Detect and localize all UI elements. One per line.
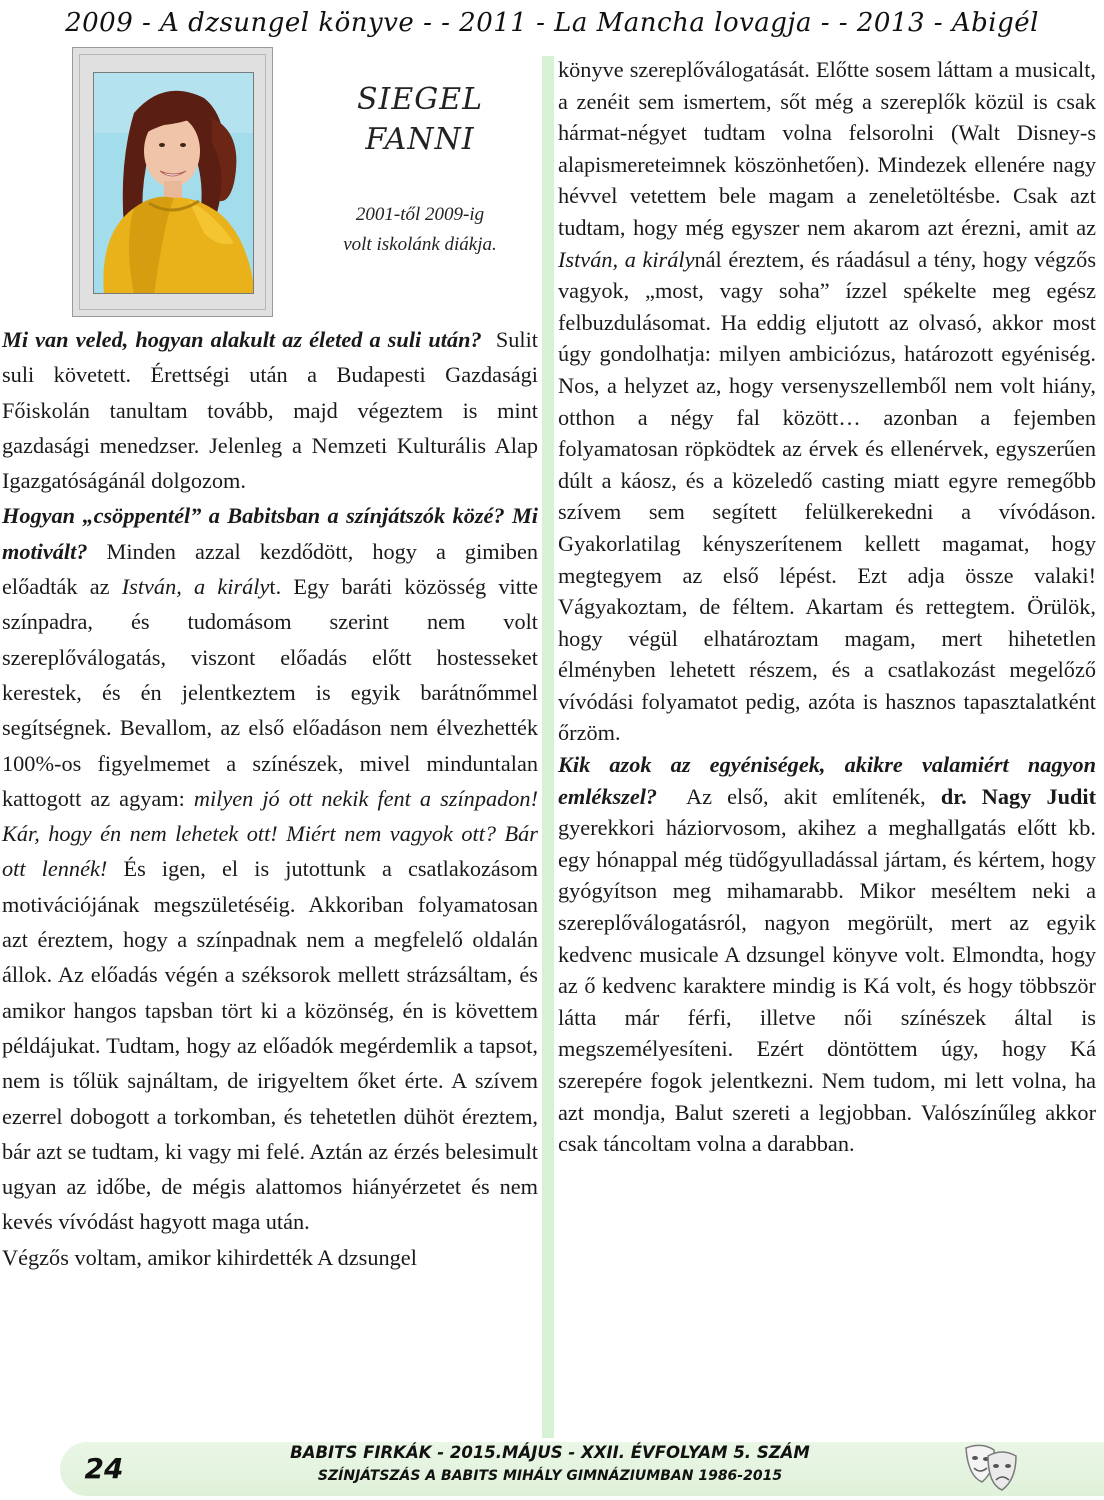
person-name (300, 80, 540, 160)
answer-2-part-1: Minden azzal kezdődött, hogy a gimiben előadták az (2, 538, 539, 600)
right-p1-title: István, a király (558, 246, 695, 272)
caption-line-1: 2001-től 2009-ig (355, 204, 485, 225)
right-paragraph-2 (558, 749, 1096, 1160)
name-line-1: SIEGEL (356, 82, 484, 117)
name-line-2: FANNI (365, 122, 475, 157)
left-column-text (2, 322, 538, 1275)
answer-paragraph-1 (2, 322, 538, 498)
answer-2-part-2: t. Egy baráti közösség vitte színpadra, és tudomásom szerint nem volt szereplőválogatás, viszont előadás előtt hostesseket kerestek, és én jelentkeztem is egyik barátnőmmel segítségnek. Bevallom, az első előadáson nem élvezhették 100%-os figyelmemet a színészek, mivel minduntalan kattogott az agyam: (2, 574, 538, 811)
answer-2-title: István, a király (121, 574, 270, 600)
right-p1-part-1: könyve szereplőválogatását. Előtte sosem láttam a musicalt, a zenéit sem ismertem, sőt még a szereplők közül is csak hármat-négyet tudtam volna felsorolni (Walt Disney-s alapismereteimnek köszönhetően). Mindezek ellenére nagy hévvel vetettem bele magam a zeneletöltésbe. Csak azt tudtam, hogy még egyszer nem akarom azt érezni, amit az (558, 57, 1096, 240)
portrait-illustration (94, 73, 254, 294)
question-3: Kik azok az egyéniségek, akikre valamiért nagyon emlékszel? (558, 752, 1096, 809)
right-paragraph-1 (558, 54, 1096, 749)
question-1: Mi van veled, hogyan alakult az életed a suli után? (2, 327, 482, 352)
answer-2-part-3: És igen, el is jutottunk a csatlakozásom motivációjának megszületéséig. Akkoriban folyamatosan azt éreztem, hogy a színpadnak nem a megfelelő oldalán állok. Az előadás végén a széksorok mellett strázsáltam, és amikor hangos tapsban tört ki a közönség, én is követtem példájukat. Tudtam, hogy az előadók megérdemlik a tapsot, nem is tőlük sajnáltam, de irigyeltem őket érte. A szívem ezerrel dobogott a torkomban, és tehetetlen dühöt éreztem, bár azt se tudtam, ki vagy mi felé. Aztán az érzés belesimult ugyan az időbe, de mégis alattomos hiányérzetet és nem kevés vívódást hagyott maga után. (2, 856, 538, 1235)
right-column-text (558, 54, 1096, 1160)
answer-3-part-2: gyerekkori háziorvosom, akihez a meghallgatás előtt kb. egy hónappal még tüdőgyulladással jártam, és kértem, hogy gyógyítson meg mihamarabb. Mikor meséltem neki a szereplőválogatásról, nagyon megörült, mert az egyik kedvenc musicale A dzsungel könyve volt. Elmondta, hogy az ő kedvenc karaktere mindig is Ká volt, és hogy többször látta már férfi, illetve női színészek által is megszemélyesíteni. Ezért döntöttem úgy, hogy Ká szerepére fogok jelentkezni. Nem tudom, mi lett volna, ha azt mondja, Balut szereti a legjobban. Valószínűleg akkor csak táncoltam volna a darabban. (558, 815, 1096, 1157)
question-2: Hogyan „csöppentél” a Babitsban a színjátszók közé? Mi motivált? (2, 503, 538, 564)
footer-publication-line: BABITS FIRKÁK - 2015.MÁJUS - XXII. ÉVFOLYAM 5. SZÁM (290, 1443, 810, 1462)
photo-frame (72, 47, 273, 317)
answer-2-thought: milyen jó ott nekik fent a színpadon! Kár, hogy én nem lehetek ott! Miért nem vagyok ott? Bár ott lennék! (2, 785, 538, 882)
theater-masks-icon (960, 1440, 1020, 1496)
answer-3-name: dr. Nagy Judit (940, 783, 1097, 809)
answer-3-part-1: Az első, akit említenék, (686, 783, 926, 809)
person-caption (300, 200, 540, 260)
left-last-line: Végzős voltam, amikor kihirdették A dzsungel (2, 1244, 417, 1270)
portrait-photo (93, 72, 254, 294)
page-number: 24 (84, 1452, 124, 1485)
footer-subtitle-line: SZÍNJÁTSZÁS A BABITS MIHÁLY GIMNÁZIUMBAN 1986-2015 (317, 1468, 783, 1484)
page-header-title: 2009 - A dzsungel könyve - - 2011 - La Mancha lovagja - - 2013 - Abigél (65, 8, 1039, 38)
answer-1: Sulit suli követett. Érettségi után a Budapesti Gazdasági Főiskolán tanultam tovább, majd végeztem is mint gazdasági menedzser. Jelenleg a Nemzeti Kulturális Alap Igazgatóságánál dolgozom. (2, 327, 538, 494)
caption-line-2: volt iskolánk diákja. (343, 234, 497, 255)
column-divider (542, 56, 554, 1438)
right-p1-part-2: nál éreztem, és ráadásul a tény, hogy végzős vagyok, „most, vagy soha” ízzel spékelte meg egész felbuzdulásomat. Ha eddig eljutott az olvasó, akkor most úgy gondolhatja: milyen ambiciózus, határozott egyéniség. Nos, a helyzet az, hogy versenyszellemből nem volt hiány, otthon a négy fal között… azonban a fejemben folyamatosan röpködtek az érvek és ellenérvek, egyszerűen dúlt a káosz, és a közeledő casting miatt egyre remegőbb szívem sem segített felülkerekedni a vívódáson. Gyakorlatilag kényszerítenem kellett magamat, hogy megtegyem az első lépést. Ezt adja össze valaki! Vágyakoztam, de féltem. Akartam és rettegtem. Örülök, hogy végül elhatároztam magam, mert hihetetlen élményben lehetett részem, és a csatlakozást megelőző vívódási folyamatot pedig, azóta is hasznos tapasztalatként őrzöm. (558, 246, 1096, 746)
answer-paragraph-2 (2, 498, 538, 1239)
